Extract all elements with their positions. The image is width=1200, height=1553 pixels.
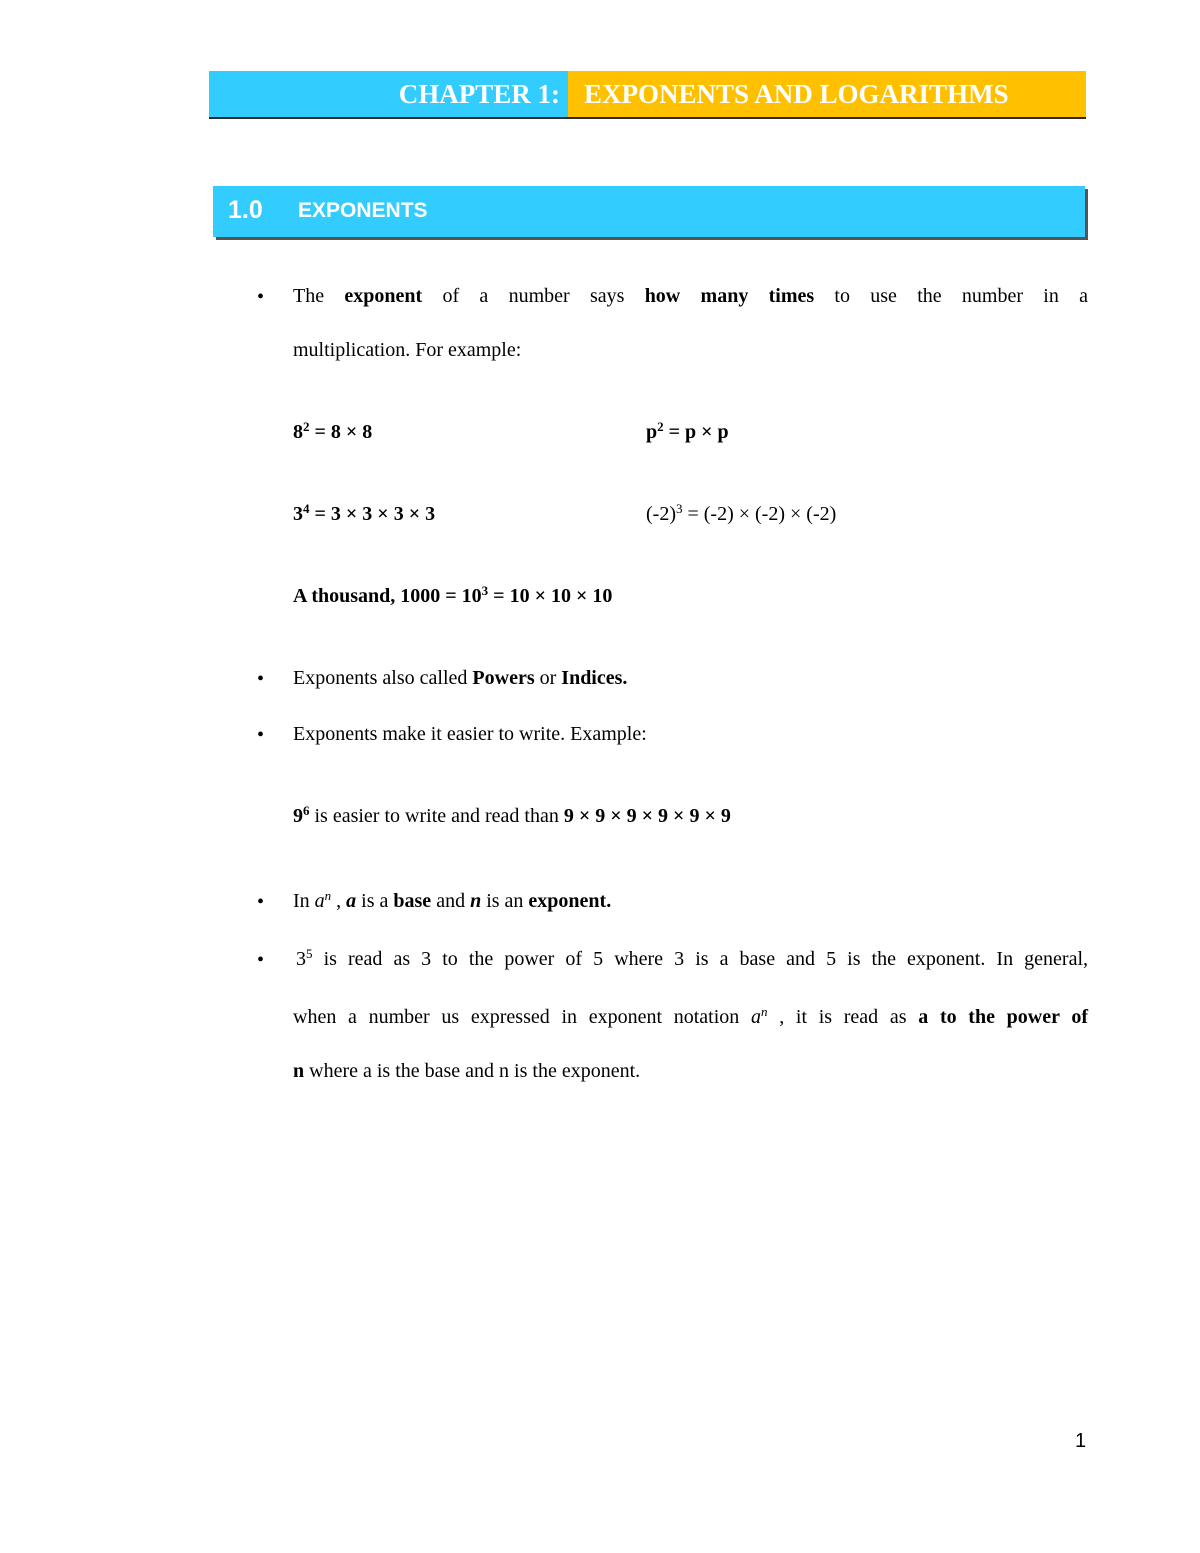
chapter-title: EXPONENTS AND LOGARITHMS: [568, 71, 1086, 117]
paragraph-line: n where a is the base and n is the exponent.: [293, 1060, 641, 1082]
paragraph-line: $3^5$ is read as 3 to the power of 5 where 3 is a base and 5 is the exponent. In general,: [296, 946, 1088, 970]
section-number: 1.0: [228, 196, 263, 224]
example-formula: $9^6$ is easier to write and read than 9 × 9 × 9 × 9 × 9 × 9: [293, 803, 731, 827]
paragraph-line: multiplication. For example:: [293, 339, 522, 361]
section-title: EXPONENTS: [298, 199, 428, 222]
section-header: [213, 186, 1085, 237]
bullet-icon: •: [257, 891, 265, 913]
example-formula: $p^2 = p \times p$: [646, 419, 729, 443]
paragraph-line: Exponents also called Powers or Indices.: [293, 667, 628, 689]
chapter-label: CHAPTER 1:: [209, 71, 568, 117]
paragraph-line: In $a^n$ , a is a base and n is an exponent.: [293, 888, 612, 912]
page-number: 1: [1075, 1430, 1087, 1452]
bullet-icon: •: [257, 286, 265, 308]
paragraph-line: when a number us expressed in exponent notation $a^n$ , it is read as a to the power of: [293, 1004, 1088, 1028]
bullet-icon: •: [257, 668, 265, 690]
bullet-icon: •: [257, 949, 265, 971]
example-formula: $8^2 = 8 \times 8$: [293, 419, 373, 443]
bullet-icon: •: [257, 724, 265, 746]
chapter-header: [209, 71, 1086, 119]
paragraph-line: Exponents make it easier to write. Example:: [293, 723, 647, 745]
paragraph-line: The exponent of a number says how many times to use the number in a: [293, 285, 1089, 307]
example-formula: $3^4 = 3 \times 3 \times 3 \times 3$: [293, 501, 436, 525]
example-formula: A thousand, $1000 = 10^3 = 10 \times 10 \times 10$: [293, 583, 613, 607]
example-formula: $(-2)^3 = (-2) \times (-2) \times (-2)$: [646, 501, 837, 525]
